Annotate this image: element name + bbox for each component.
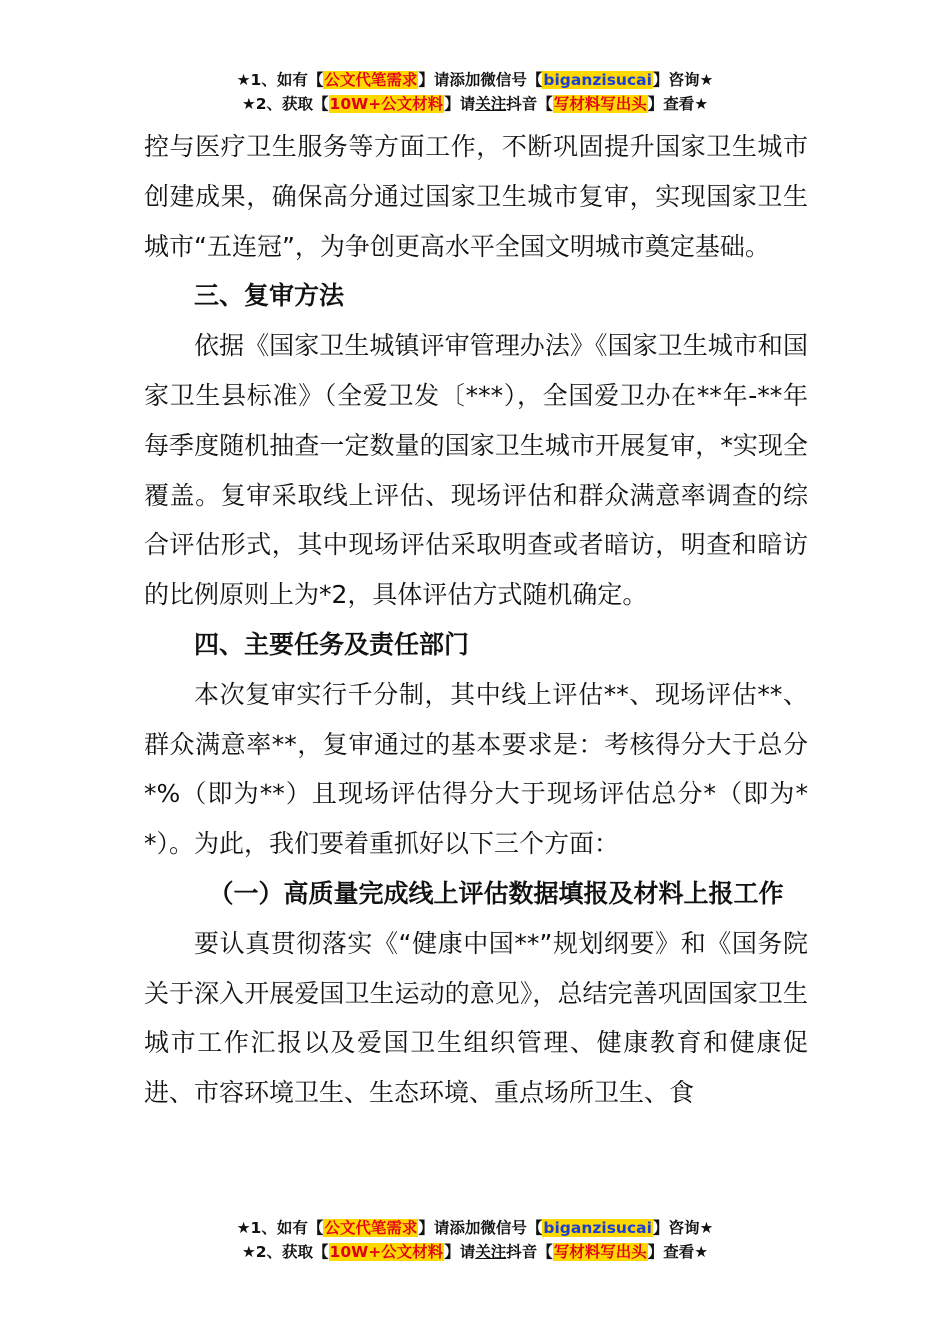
highlight-materials: 10W+公文材料	[329, 1243, 444, 1261]
banner-text: ★2、获取【	[241, 95, 329, 113]
banner-text: 】查看★	[647, 1243, 709, 1261]
bottom-banner	[0, 1216, 950, 1264]
banner-line-1	[0, 1216, 950, 1240]
banner-text: 抖音【	[506, 1243, 553, 1261]
banner-text: 】咨询★	[652, 1219, 714, 1237]
section-heading-3: 三、复审方法	[194, 281, 345, 311]
subsection-heading-1: （一）高质量完成线上评估数据填报及材料上报工作	[208, 878, 784, 908]
highlight-wechat-id: biganzisucai	[543, 71, 652, 89]
banner-underlined-text: 关注	[475, 1243, 507, 1261]
highlight-ghostwriting: 公文代笔需求	[324, 71, 418, 89]
paragraph-2: 依据《国家卫生城镇评审管理办法》《国家卫生城市和国家卫生县标准》（全爱卫发〔***），全国爱卫办在**年-**年每季度随机抽查一定数量的国家卫生城市开展复审，*实现全覆盖。复审采取线上评估、现场评估和群众满意率调查的综合评估形式，其中现场评估采取明查或者暗访，明查和暗访的比例原则上为*2，具体评估方式随机确定。	[144, 331, 808, 610]
paragraph-4: 要认真贯彻落实《“健康中国**”规划纲要》和《国务院关于深入开展爱国卫生运动的意见》，总结完善巩固国家卫生城市工作汇报以及爱国卫生组织管理、健康教育和健康促进、市容环境卫生、生态环境、重点场所卫生、食	[144, 928, 808, 1108]
highlight-douyin-account: 写材料写出头	[553, 95, 647, 113]
top-banner	[0, 68, 950, 116]
banner-text: 】请添加微信号【	[418, 71, 543, 89]
banner-text: 抖音【	[506, 95, 553, 113]
highlight-ghostwriting: 公文代笔需求	[324, 1219, 418, 1237]
highlight-materials: 10W+公文材料	[329, 95, 444, 113]
banner-text: ★1、如有【	[236, 1219, 324, 1237]
paragraph-1: 控与医疗卫生服务等方面工作，不断巩固提升国家卫生城市创建成果，确保高分通过国家卫生城市复审，实现国家卫生城市“五连冠”，为争创更高水平全国文明城市奠定基础。	[144, 132, 808, 261]
banner-text: ★1、如有【	[236, 71, 324, 89]
paragraph-3: 本次复审实行千分制，其中线上评估**、现场评估**、群众满意率**，复审通过的基本要求是：考核得分大于总分*%（即为**）且现场评估得分大于现场评估总分*（即为**）。为此，我们要着重抓好以下三个方面：	[144, 679, 808, 859]
highlight-wechat-id: biganzisucai	[543, 1219, 652, 1237]
banner-text: 】请	[444, 1243, 476, 1261]
banner-line-2	[0, 1240, 950, 1264]
banner-text: 】请添加微信号【	[418, 1219, 543, 1237]
section-heading-4: 四、主要任务及责任部门	[194, 629, 470, 659]
banner-text: 】请	[444, 95, 476, 113]
banner-text: 】咨询★	[652, 71, 714, 89]
banner-line-2	[0, 92, 950, 116]
banner-line-1	[0, 68, 950, 92]
banner-underlined-text: 关注	[475, 95, 507, 113]
document-body	[144, 122, 808, 1118]
highlight-douyin-account: 写材料写出头	[553, 1243, 647, 1261]
banner-text: 】查看★	[647, 95, 709, 113]
banner-text: ★2、获取【	[241, 1243, 329, 1261]
